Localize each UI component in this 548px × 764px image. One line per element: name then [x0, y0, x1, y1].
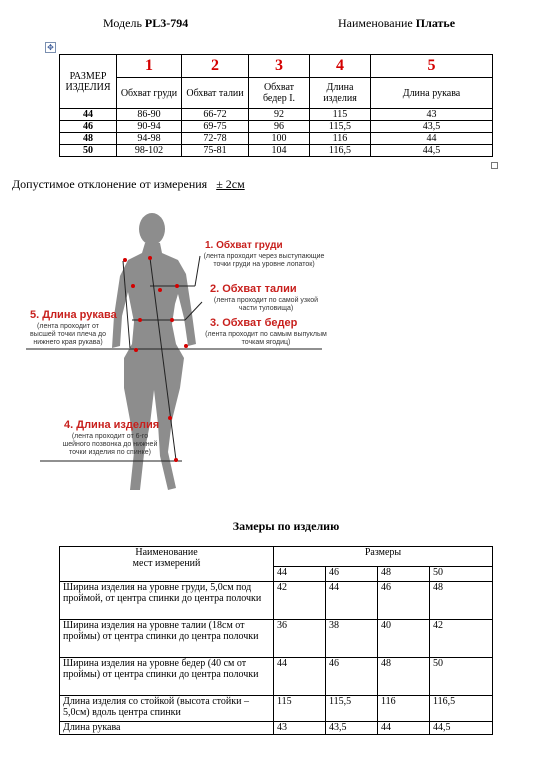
table-row: [60, 145, 493, 157]
table-cell: 48: [430, 582, 493, 620]
measure-name: Ширина изделия на уровне бедер (40 см от проймы) от центра спинки до центра полочки: [60, 658, 274, 696]
size-cell: 44: [60, 109, 117, 121]
measure-name: Ширина изделия на уровне груди, 5,0см под проймой, от центра спинки до центра полочки: [60, 582, 274, 620]
label-length-note-b: шейного позвонка до нижней: [62, 441, 158, 448]
size-table: [59, 54, 493, 157]
col-number-2: 2: [182, 55, 249, 78]
table-row: [60, 582, 493, 620]
product-name-label-text: Наименование: [338, 16, 413, 30]
label-waist-title: 2. Обхват талии: [210, 283, 297, 295]
measurement-figure: [0, 198, 548, 498]
label-sleeve-note-c: нижнего края рукава): [33, 339, 103, 346]
table-cell: 46: [326, 658, 378, 696]
table-cell: 43: [274, 722, 326, 735]
table-cell: 115: [310, 109, 371, 121]
table-cell: 44,5: [371, 145, 493, 157]
tolerance-value: ± 2см: [216, 177, 245, 191]
table-cell: 116: [310, 133, 371, 145]
table-cell: 42: [430, 620, 493, 658]
table-row: [60, 620, 493, 658]
table-cell: 116,5: [310, 145, 371, 157]
table-cell: 75-81: [182, 145, 249, 157]
table-row: [60, 121, 493, 133]
label-length-title: 4. Длина изделия: [64, 419, 160, 431]
label-hips-note-b: точкам ягодиц): [241, 339, 291, 346]
table-cell: 96: [249, 121, 310, 133]
table-resize-handle[interactable]: [491, 162, 498, 169]
label-hips-note-a: (лента проходит по самым выпуклым: [205, 331, 327, 338]
col-number-5: 5: [371, 55, 493, 78]
measure-name: Длина изделия со стойкой (высота стойки – 5,0см) вдоль центра спинки: [60, 696, 274, 722]
table-cell: 44: [274, 658, 326, 696]
size-col-header: 44: [274, 567, 326, 582]
model-label-text: Модель: [103, 16, 142, 30]
measure-table-title-text: Замеры по изделию: [232, 519, 340, 533]
table-cell: 86-90: [117, 109, 182, 121]
table-cell: 72-78: [182, 133, 249, 145]
size-cell: 48: [60, 133, 117, 145]
table-row: [60, 696, 493, 722]
table-cell: 69-75: [182, 121, 249, 133]
table-cell: 115,5: [326, 696, 378, 722]
table-cell: 43: [371, 109, 493, 121]
table-move-handle-icon[interactable]: ✥: [45, 42, 56, 53]
table-row: [60, 658, 493, 696]
measure-table-title: [0, 519, 548, 534]
model-value: PL3-794: [144, 16, 189, 30]
label-length-note-c: точки изделия по спинке): [69, 449, 151, 456]
table-cell: 43,5: [371, 121, 493, 133]
col-header-hips: Обхват бедер I.: [249, 78, 310, 109]
table-cell: 44: [378, 722, 430, 735]
measure-name-header-a: Наименование: [135, 547, 198, 558]
col-number-1: 1: [117, 55, 182, 78]
table-cell: 48: [378, 658, 430, 696]
label-chest-title: 1. Обхват груди: [205, 240, 283, 251]
size-col-header: 50: [430, 567, 493, 582]
label-waist-note-a: (лента проходит по самой узкой: [213, 297, 319, 304]
col-header-chest: Обхват груди: [117, 78, 182, 109]
size-cell: 46: [60, 121, 117, 133]
table-cell: 40: [378, 620, 430, 658]
table-cell: 116,5: [430, 696, 493, 722]
size-header: [60, 55, 117, 109]
col-number-4: 4: [310, 55, 371, 78]
label-hips-title: 3. Обхват бедер: [210, 317, 298, 329]
table-cell: 46: [378, 582, 430, 620]
size-cell: 50: [60, 145, 117, 157]
table-cell: 94-98: [117, 133, 182, 145]
product-name-value: Платье: [415, 16, 456, 30]
label-sleeve-note-a: (лента проходит от: [37, 323, 99, 330]
table-cell: 44: [371, 133, 493, 145]
label-sleeve-title: 5. Длина рукава: [30, 309, 117, 321]
table-cell: 38: [326, 620, 378, 658]
tolerance-line: [12, 177, 245, 192]
table-cell: 104: [249, 145, 310, 157]
size-col-header: 48: [378, 567, 430, 582]
table-row: [60, 722, 493, 735]
col-header-sleeve: Длина рукава: [371, 78, 493, 109]
table-cell: 44,5: [430, 722, 493, 735]
table-cell: 66-72: [182, 109, 249, 121]
table-row: [60, 133, 493, 145]
size-col-header: 46: [326, 567, 378, 582]
table-cell: 50: [430, 658, 493, 696]
tolerance-text: Допустимое отклонение от измерения: [12, 177, 208, 191]
table-cell: 90-94: [117, 121, 182, 133]
model-label: [103, 16, 188, 31]
product-name-label: [338, 16, 455, 31]
table-cell: 44: [326, 582, 378, 620]
measure-name: Ширина изделия на уровне талии (18см от проймы) от центра спинки до центра полочки: [60, 620, 274, 658]
table-cell: 36: [274, 620, 326, 658]
measure-table: [59, 546, 493, 735]
label-length-note-a: (лента проходит от 6-го: [71, 433, 149, 440]
col-header-waist: Обхват талии: [182, 78, 249, 109]
table-cell: 42: [274, 582, 326, 620]
label-chest-note-b: точки груди на уровне лопаток): [213, 261, 315, 268]
col-number-3: 3: [249, 55, 310, 78]
label-waist-note-b: части туловища): [238, 305, 294, 312]
table-cell: 43,5: [326, 722, 378, 735]
table-cell: 100: [249, 133, 310, 145]
table-row: [60, 109, 493, 121]
measure-name-header: [60, 547, 274, 582]
table-cell: 98-102: [117, 145, 182, 157]
table-cell: 92: [249, 109, 310, 121]
table-cell: 115,5: [310, 121, 371, 133]
sizes-header: Размеры: [274, 547, 493, 567]
table-cell: 116: [378, 696, 430, 722]
measure-name-header-b: мест измерений: [132, 558, 201, 569]
label-sleeve-note-b: высшей точки плеча до: [29, 331, 107, 338]
col-header-length: Длина изделия: [310, 78, 371, 109]
size-header-text: РАЗМЕР ИЗДЕЛИЯ: [65, 70, 111, 93]
label-chest-note-a: (лента проходит через выступающие: [203, 253, 325, 260]
measure-name: Длина рукава: [60, 722, 274, 735]
table-cell: 115: [274, 696, 326, 722]
